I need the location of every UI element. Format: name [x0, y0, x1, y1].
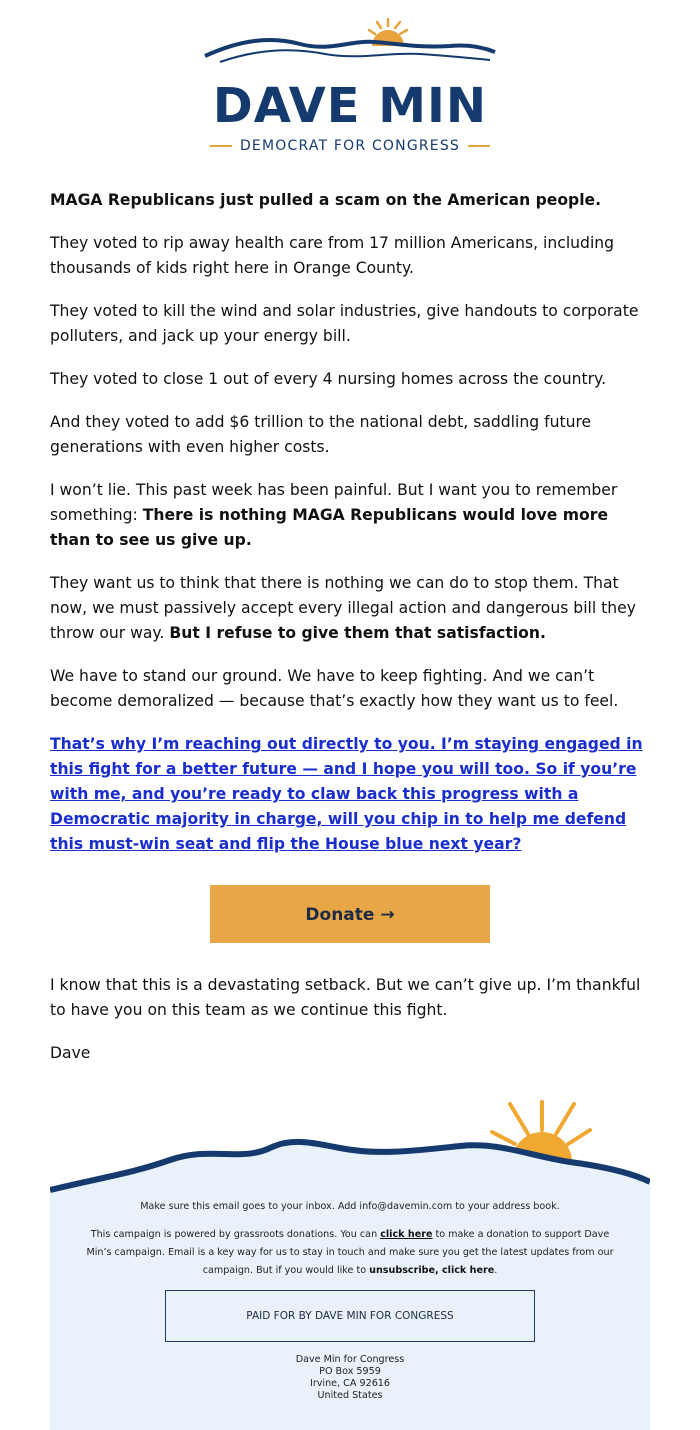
- unsubscribe-link[interactable]: unsubscribe, click here: [369, 1265, 495, 1276]
- address-line: Dave Min for Congress: [295, 1354, 405, 1365]
- tagline-dash-right: [468, 145, 490, 147]
- paragraph: They voted to kill the wind and solar industries, give handouts to corporate polluters, and jack up your energy bill.: [50, 302, 639, 345]
- donate-click-here-link[interactable]: click here: [380, 1229, 433, 1240]
- paid-for-disclaimer: PAID FOR BY DAVE MIN FOR CONGRESS: [165, 1290, 535, 1342]
- donate-container: [50, 885, 650, 943]
- mountain-sun-icon: [200, 18, 500, 78]
- campaign-logo: [0, 18, 700, 154]
- email-body: [50, 188, 650, 1084]
- paragraph: And they voted to add $6 trillion to the national debt, saddling future generations with even higher costs.: [50, 413, 592, 456]
- footer-text: [50, 1198, 650, 1402]
- tagline-text: DEMOCRAT FOR CONGRESS: [239, 138, 461, 154]
- paragraph: They voted to rip away health care from 17 million Americans, including thousands of kids right here in Orange County.: [50, 234, 615, 277]
- paragraph-headline: MAGA Republicans just pulled a scam on the American people.: [50, 191, 602, 209]
- paragraph: They voted to close 1 out of every 4 nursing homes across the country.: [50, 370, 607, 388]
- paragraph: I won’t lie. This past week has been painful. But I want you to remember something: There is nothing MAGA Republicans would love more than to see us give up.: [50, 481, 618, 549]
- donate-button[interactable]: Donate →: [210, 885, 490, 943]
- donation-appeal-link[interactable]: That’s why I’m reaching out directly to you. I’m staying engaged in this fight for a better future — and I hope you will too. So if you’re with me, and you’re ready to claw back this progress with a Democratic majority in charge, will you chip in to help me defend this must-win seat and flip the House blue next year?: [50, 735, 643, 853]
- paragraph: They want us to think that there is nothing we can do to stop them. That now, we must passively accept every illegal action and dangerous bill they throw our way. But I refuse to give them that satisfaction.: [50, 574, 636, 642]
- footer-wave-sun-icon: [50, 1090, 650, 1200]
- paragraph: I know that this is a devastating setback. But we can’t give up. I’m thankful to have you on this team as we continue this fight.: [50, 976, 641, 1019]
- address-line: PO Box 5959: [319, 1366, 381, 1377]
- address-line: Irvine, CA 92616: [309, 1378, 391, 1389]
- grassroots-note: This campaign is powered by grassroots donations. You can click here to make a donation to support Dave Min’s campaign. Email is a key way for us to stay in touch and make sure you get the latest updates from our campaign. But if you would like to unsubscribe, click here.: [86, 1229, 614, 1276]
- paragraph: We have to stand our ground. We have to keep fighting. And we can’t become demoralized — because that’s exactly how they want us to feel.: [50, 667, 619, 710]
- logo-name: DAVE MIN: [212, 78, 488, 134]
- footer: [50, 1090, 650, 1430]
- tagline-dash-left: [210, 145, 232, 147]
- signature: Dave: [50, 1044, 91, 1062]
- inbox-note: Make sure this email goes to your inbox. Add info@davemin.com to your address book.: [140, 1201, 560, 1212]
- cta-paragraph: [50, 732, 650, 857]
- address-line: United States: [317, 1390, 383, 1401]
- logo-tagline: [0, 138, 700, 154]
- mailing-address: [50, 1354, 650, 1402]
